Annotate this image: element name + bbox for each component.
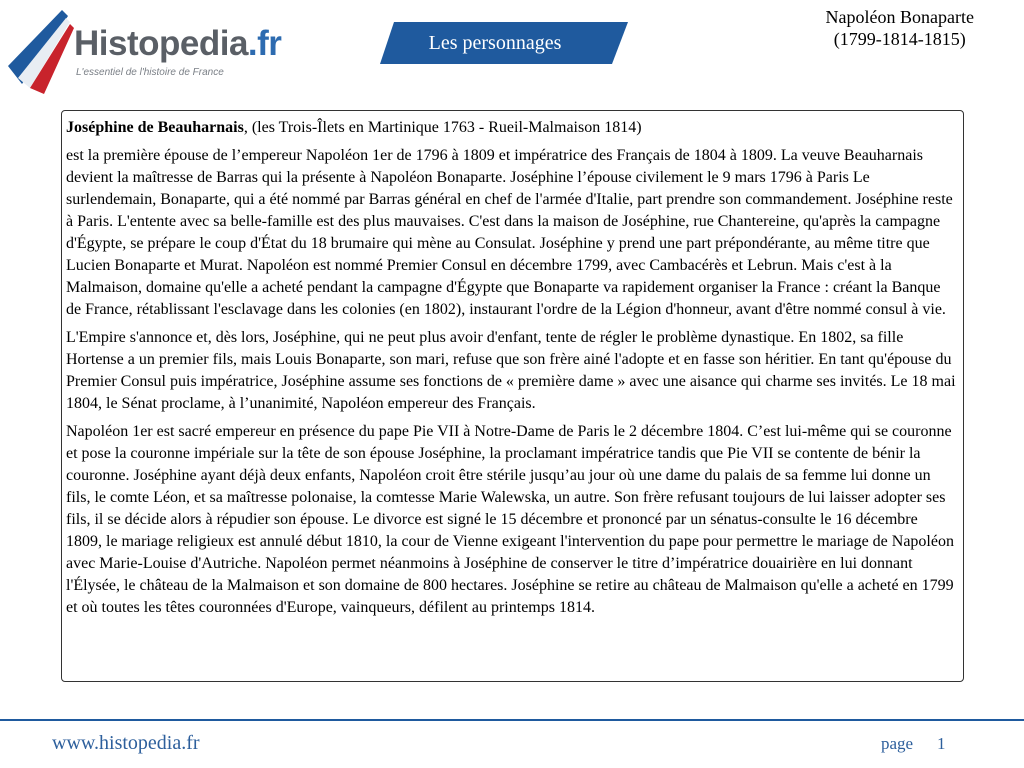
article-heading bbox=[66, 117, 957, 139]
page-number: 1 bbox=[937, 734, 946, 753]
section-tab[interactable] bbox=[380, 22, 628, 64]
page-label: page bbox=[881, 734, 914, 753]
article-paragraph-2: L'Empire s'annonce et, dès lors, Joséphine, qui ne peut plus avoir d'enfant, tente de régler le problème dynastique. En 1802, sa fille Hortense a un premier fils, mais Louis Bonaparte, son mari, refuse que son frère ainé l'adopte et en fasse son héritier. En tant qu'épouse du Premier Consul puis impératrice, Joséphine assume ses fonctions de « première dame » avec une aisance qui charme ses invités. Le 18 mai 1804, le Sénat proclame, à l’unanimité, Napoléon empereur des Français. bbox=[66, 329, 956, 412]
histopedia-logo[interactable] bbox=[4, 4, 294, 96]
logo-extension: .fr bbox=[247, 24, 282, 63]
flag-swoosh-icon bbox=[4, 4, 84, 96]
logo-name: Histopedia bbox=[74, 24, 248, 63]
site-link[interactable]: www.histopedia.fr bbox=[52, 732, 200, 754]
logo-tagline: L'essentiel de l'histoire de France bbox=[76, 67, 224, 78]
section-tab-label: Les personnages bbox=[428, 32, 562, 54]
person-birth-death: , (les Trois-Îlets en Martinique 1763 - Rueil-Malmaison 1814) bbox=[243, 119, 642, 136]
article-paragraph-3: Napoléon 1er est sacré empereur en présence du pape Pie VII à Notre-Dame de Paris le 2 décembre 1804. C’est lui-même qui se couronne et pose la couronne impériale sur la tête de son épouse Joséphine, la proclamant impératrice tandis que Pie VII se contente de bénir la couronne. Joséphine ayant déjà deux enfants, Napoléon croit être stérile jusqu’au jour où une dame du palais de sa femme lui donne un fils, le comte Léon, et sa maîtresse polonaise, la comtesse Marie Walewska, un autre. Son frère refusant toujours de lui laisser adopter ses fils, il se décide alors à répudier son épouse. Le divorce est signé le 15 décembre et prononcé par un sénatus-consulte le 16 décembre 1809, le mariage religieux est annulé début 1810, la cour de Vienne exigeant l'intervention du pape pour permettre le mariage de Napoléon avec Marie-Louise d'Autriche. Napoléon permet néanmoins à Joséphine de conserver le titre d’impératrice douairière en lui donnant l'Élysée, le château de la Malmaison et son domaine de 800 hectares. Joséphine se retire au château de Malmaison qu'elle a acheté en 1799 et où toutes les têtes couronnées d'Europe, vainqueurs, défilent au printemps 1814. bbox=[66, 423, 954, 616]
header-title-name: Napoléon Bonaparte bbox=[825, 7, 974, 27]
header-title-dates: (1799-1814-1815) bbox=[833, 29, 966, 49]
person-name: Joséphine de Beauharnais bbox=[66, 119, 244, 136]
footer-divider-line bbox=[0, 718, 1024, 722]
article-text-box bbox=[61, 110, 964, 682]
footer-divider bbox=[0, 718, 1024, 722]
header-title bbox=[826, 6, 974, 50]
logo-wordmark bbox=[74, 26, 281, 61]
article-paragraph-1: est la première épouse de l’empereur Napoléon 1er de 1796 à 1809 et impératrice des Français de 1804 à 1809. La veuve Beauharnais devient la maîtresse de Barras qui la présente à Napoléon Bonaparte. Joséphine l’épouse civilement le 9 mars 1796 à Paris Le surlendemain, Bonaparte, qui a été nommé par Barras général en chef de l'armée d'Italie, part prendre son commandement. Joséphine reste à Paris. L'entente avec sa belle-famille est des plus mauvaises. C'est dans la maison de Joséphine, rue Chantereine, qu'après la campagne d'Égypte, se prépare le coup d'État du 18 brumaire qui mène au Consulat. Joséphine y prend une part prépondérante, au même titre que Lucien Bonaparte et Murat. Napoléon est nommé Premier Consul en décembre 1799, avec Cambacérès et Lebrun. Mais c'est à la Malmaison, domaine qu'elle a acheté pendant la campagne d'Égypte que Bonaparte va rapidement organiser la France : créant la Banque de France, rétablissant l'esclavage dans les colonies (en 1802), instaurant l'ordre de la Légion d'honneur, avant d'être nommé consul à vie. bbox=[66, 147, 953, 318]
